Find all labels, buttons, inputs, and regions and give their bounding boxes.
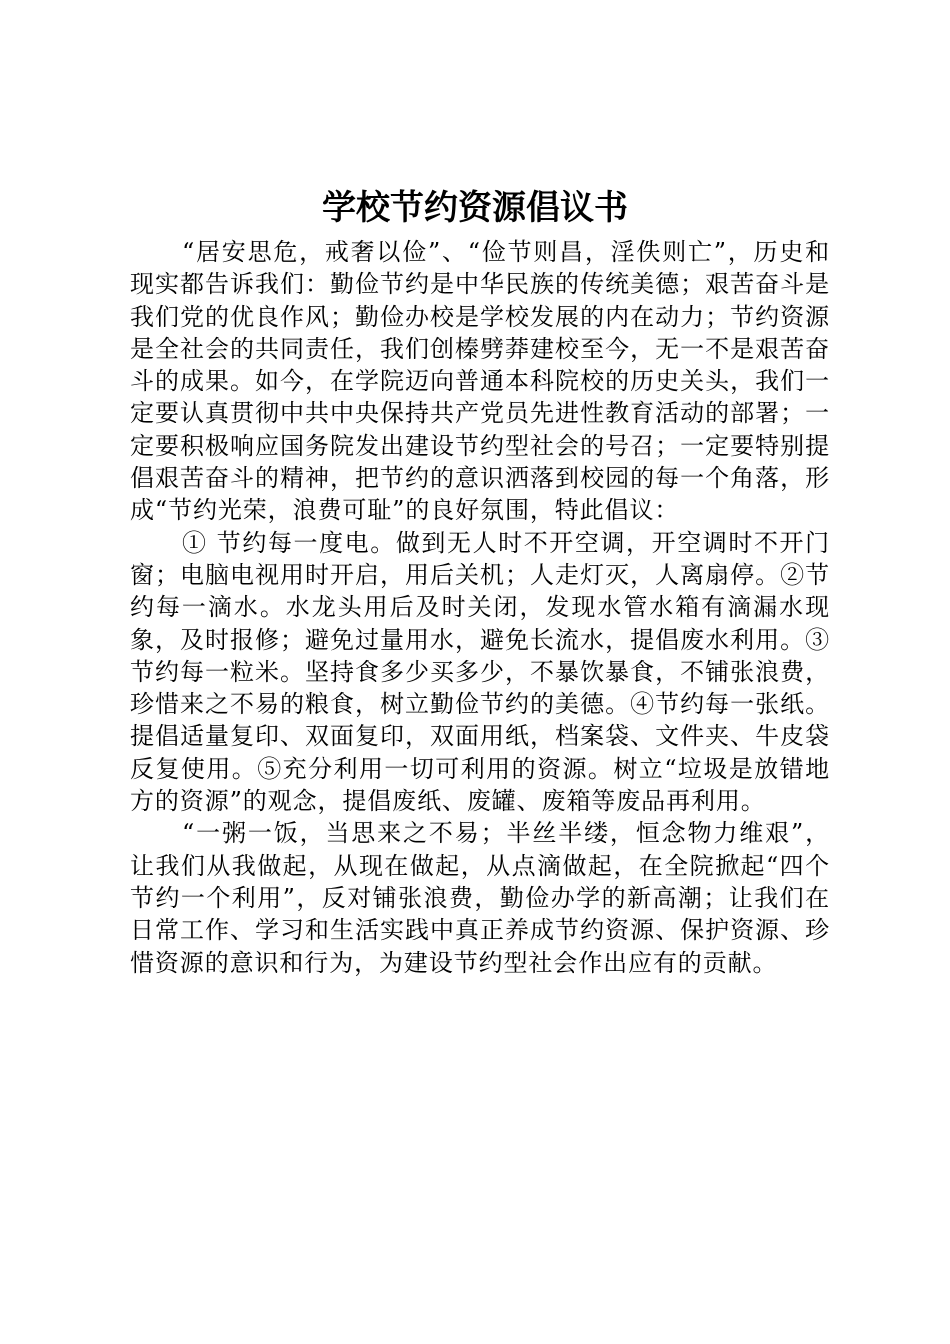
paragraph-intro: “居安思危，戒奢以俭”、“俭节则昌，淫佚则亡”，历史和现实都告诉我们：勤俭节约是中华民族的传统美德；艰苦奋斗是我们党的优良作风；勤俭办校是学校发展的内在动力；节约资源是全社会的共同责任，我们创榛劈莽建校至今，无一不是艰苦奋斗的成果。如今，在学院迈向普通本科院校的历史关头，我们一定要认真贯彻中共中央保持共产党员先进性教育活动的部署；一定要积极响应国务院发出建设节约型社会的号召；一定要特别提倡艰苦奋斗的精神，把节约的意识洒落到校园的每一个角落，形成“节约光荣，浪费可耻”的良好氛围，特此倡议： <box>130 238 830 525</box>
document-title: 学校节约资源倡议书 <box>322 188 628 228</box>
document-body <box>130 236 830 979</box>
paragraph-conclusion: “一粥一饭，当思来之不易；半丝半缕，恒念物力维艰”，让我们从我做起，从现在做起，从点滴做起，在全院掀起“四个节约一个利用”，反对铺张浪费，勤俭办学的新高潮；让我们在日常工作、学习和生活实践中真正养成节约资源、保护资源、珍惜资源的意识和行为，为建设节约型社会作出应有的贡献。 <box>130 819 830 977</box>
paragraph-proposals: ① 节约每一度电。做到无人时不开空调，开空调时不开门窗；电脑电视用时开启，用后关机；人走灯灭，人离扇停。②节约每一滴水。水龙头用后及时关闭，发现水管水箱有滴漏水现象，及时报修；避免过量用水，避免长流水，提倡废水利用。③节约每一粒米。坚持食多少买多少，不暴饮暴食，不铺张浪费，珍惜来之不易的粮食，树立勤俭节约的美德。④节约每一张纸。提倡适量复印、双面复印，双面用纸，档案袋、文件夹、牛皮袋反复使用。⑤充分利用一切可利用的资源。树立“垃圾是放错地方的资源”的观念，提倡废纸、废罐、废箱等废品再利用。 <box>130 528 830 816</box>
